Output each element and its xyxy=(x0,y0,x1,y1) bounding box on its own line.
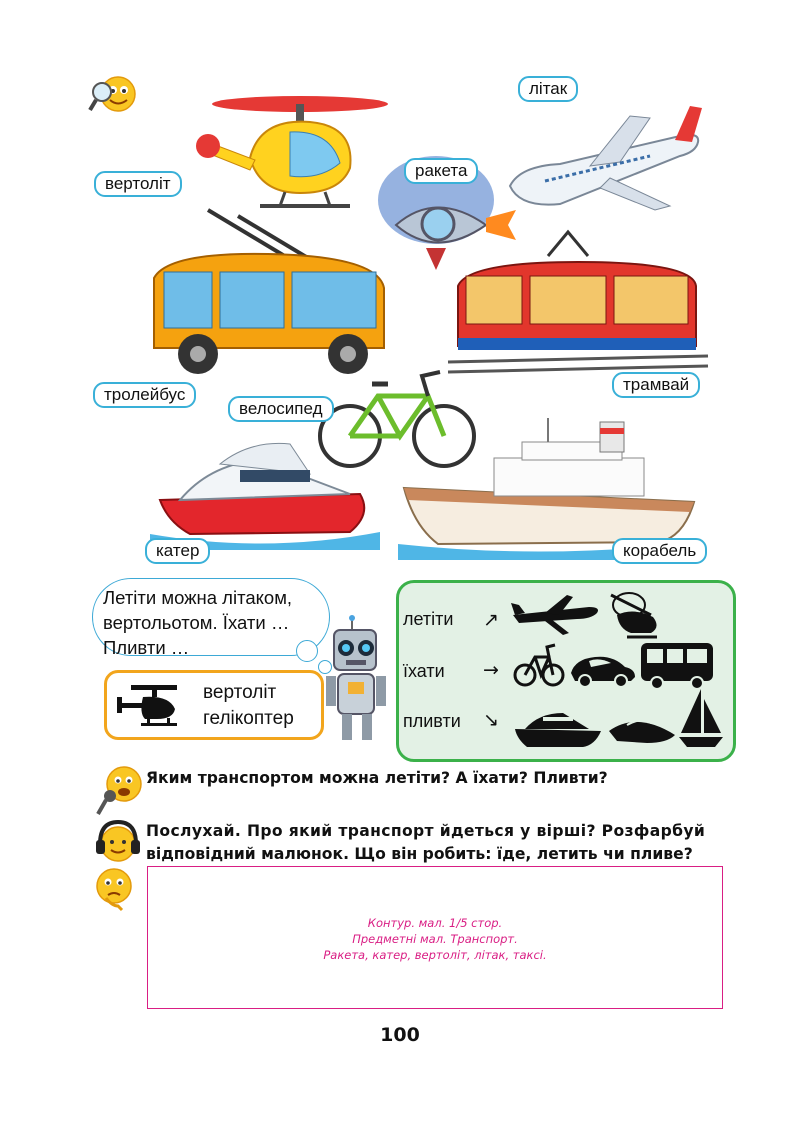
bubble-line-3: Пливти … xyxy=(103,637,190,658)
robot-illustration xyxy=(322,616,396,748)
plane-icon xyxy=(511,593,601,635)
boat-illustration xyxy=(150,414,380,550)
synonym-word-1: вертоліт xyxy=(203,682,277,703)
thinking-smiley-icon xyxy=(92,866,136,912)
microphone-smiley-icon xyxy=(96,764,146,816)
label-bicycle: велосипед xyxy=(228,396,334,422)
label-helicopter: вертоліт xyxy=(94,171,182,197)
synonym-box xyxy=(104,670,324,740)
plane-illustration xyxy=(500,96,710,216)
task-1-text: Яким транспортом можна летіти? А їхати? Пливти? xyxy=(146,769,608,787)
tram-illustration xyxy=(448,226,708,376)
verb-swim: пливти xyxy=(403,711,461,731)
car-icon xyxy=(569,647,637,689)
speedboat-icon xyxy=(607,707,677,745)
label-trolleybus: тролейбус xyxy=(93,382,196,408)
task-2-line-2: відповідний малюнок. Що він робить: їде, летить чи пливе? xyxy=(146,845,693,863)
bubble-tail-dot xyxy=(296,640,318,662)
label-plane: літак xyxy=(518,76,578,102)
bicycle-icon xyxy=(513,641,565,691)
label-boat: катер xyxy=(145,538,210,564)
verb-fly: летіти xyxy=(403,609,454,629)
label-tram: трамвай xyxy=(612,372,700,398)
bubble-line-2: вертольотом. Їхати … xyxy=(103,612,290,633)
bubble-line-1: Летіти можна літаком, xyxy=(103,587,293,608)
drawing-note-line-1: Контур. мал. 1/5 стор. xyxy=(367,916,503,930)
verbs-box xyxy=(396,580,736,762)
arrow-up-right-icon: ↗ xyxy=(483,609,499,631)
magnifier-smiley-icon xyxy=(88,72,140,116)
drawing-note-line-3: Ракета, катер, вертоліт, літак, таксі. xyxy=(323,948,547,962)
helicopter-illustration xyxy=(190,88,390,218)
helicopter-icon xyxy=(607,587,667,643)
arrow-right-icon: → xyxy=(483,659,499,681)
synonym-word-2: гелікоптер xyxy=(203,708,294,729)
label-ship: корабель xyxy=(612,538,707,564)
page-number: 100 xyxy=(380,1024,420,1046)
speech-bubble xyxy=(92,578,330,656)
bus-icon xyxy=(639,639,717,691)
label-rocket: ракета xyxy=(404,158,478,184)
verb-ride: їхати xyxy=(403,661,445,681)
sailboat-icon xyxy=(677,687,725,749)
drawing-area xyxy=(147,866,723,1009)
drawing-note-line-2: Предметні мал. Транспорт. xyxy=(352,932,518,946)
yacht-icon xyxy=(513,705,605,749)
helicopter-icon xyxy=(117,683,193,727)
arrow-down-right-icon: ↘ xyxy=(483,709,499,731)
trolleybus-illustration xyxy=(148,208,398,376)
headphones-smiley-icon xyxy=(92,818,144,866)
task-2-line-1: Послухай. Про який транспорт йдеться у вірші? Розфарбуй xyxy=(146,822,706,840)
